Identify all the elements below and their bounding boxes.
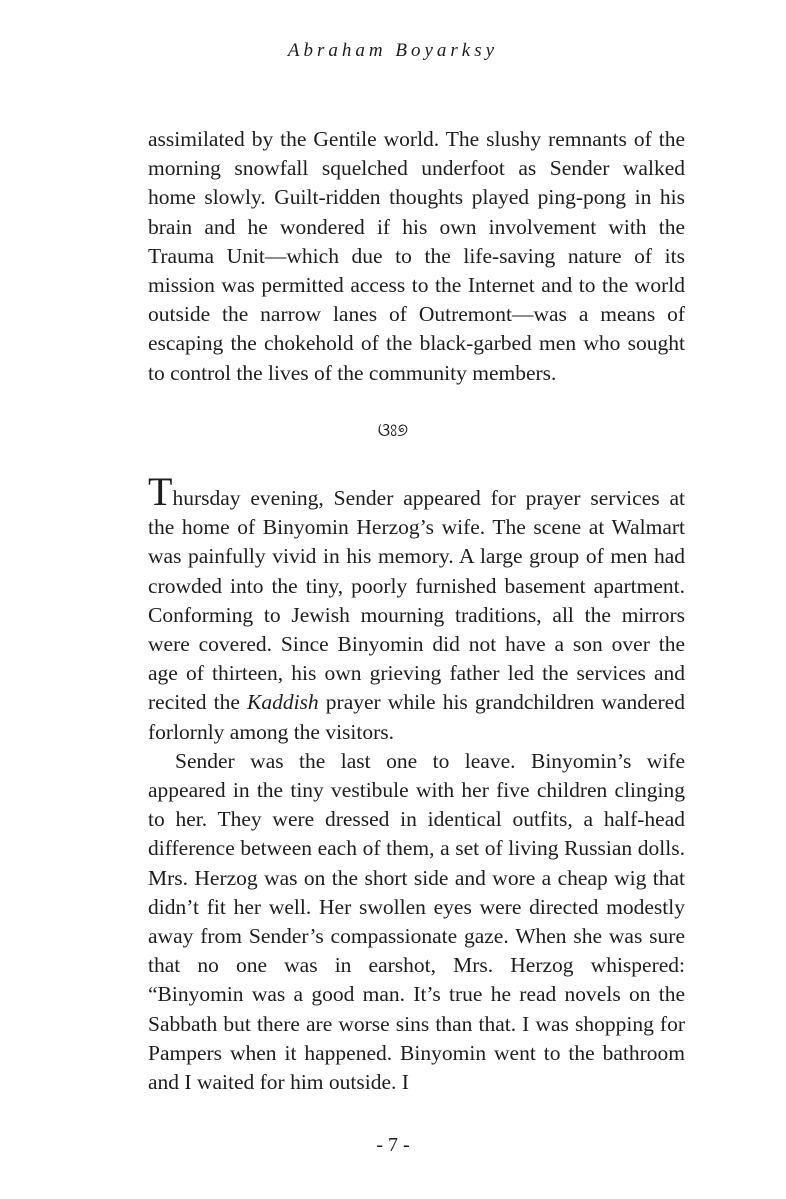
page-number: - 7 -	[376, 1134, 410, 1156]
section-break-ornament: ଓଃ୭	[377, 420, 409, 440]
paragraph-2-italic: Kaddish	[246, 690, 319, 715]
paragraph-2-text-a: hursday evening, Sender appeared for prayer services at the home of Binyomin Herzog’s wife. The scene at Walmart was painfully vivid in his memory. A large group of men had crowded into the tiny, poorly furnished basement apartment. Conforming to Jewish mourning traditions, all the mirrors were covered. Since Binyomin did not have a son over the age of thirteen, his own grieving father led the services and recited the	[148, 486, 685, 715]
paragraph-2	[148, 469, 685, 747]
paragraph-2-text-b: prayer while his grandchildren wandered forlornly among the visitors.	[148, 690, 685, 744]
body-text-bottom	[148, 469, 685, 1097]
drop-cap: T	[148, 469, 173, 514]
paragraph-1: assimilated by the Gentile world. The slushy remnants of the morning snowfall squelched underfoot as Sender walked home slowly. Guilt-ridden thoughts played ping-pong in his brain and he wondered if his own involvement with the Trauma Unit—which due to the life-saving nature of its mission was permitted access to the Internet and to the world outside the narrow lanes of Outremont—was a means of escaping the chokehold of the black-garbed men who sought to control the lives of the community members.	[148, 127, 685, 385]
paragraph-3: Sender was the last one to leave. Binyomin’s wife appeared in the tiny vestibule with her five children clinging to her. They were dressed in identical outfits, a half-head difference between each of them, a set of living Russian dolls. Mrs. Herzog was on the short side and wore a cheap wig that didn’t fit her well. Her swollen eyes were directed modestly away from Sender’s compassionate gaze. When she was sure that no one was in earshot, Mrs. Herzog whispered: “Binyomin was a good man. It’s true he read novels on the Sabbath but there are worse sins than that. I was shopping for Pampers when it happened. Binyomin went to the bathroom and I waited for him outside. I	[148, 748, 685, 1095]
running-head: Abraham Boyarksy	[287, 40, 499, 61]
body-text-top	[148, 125, 685, 388]
